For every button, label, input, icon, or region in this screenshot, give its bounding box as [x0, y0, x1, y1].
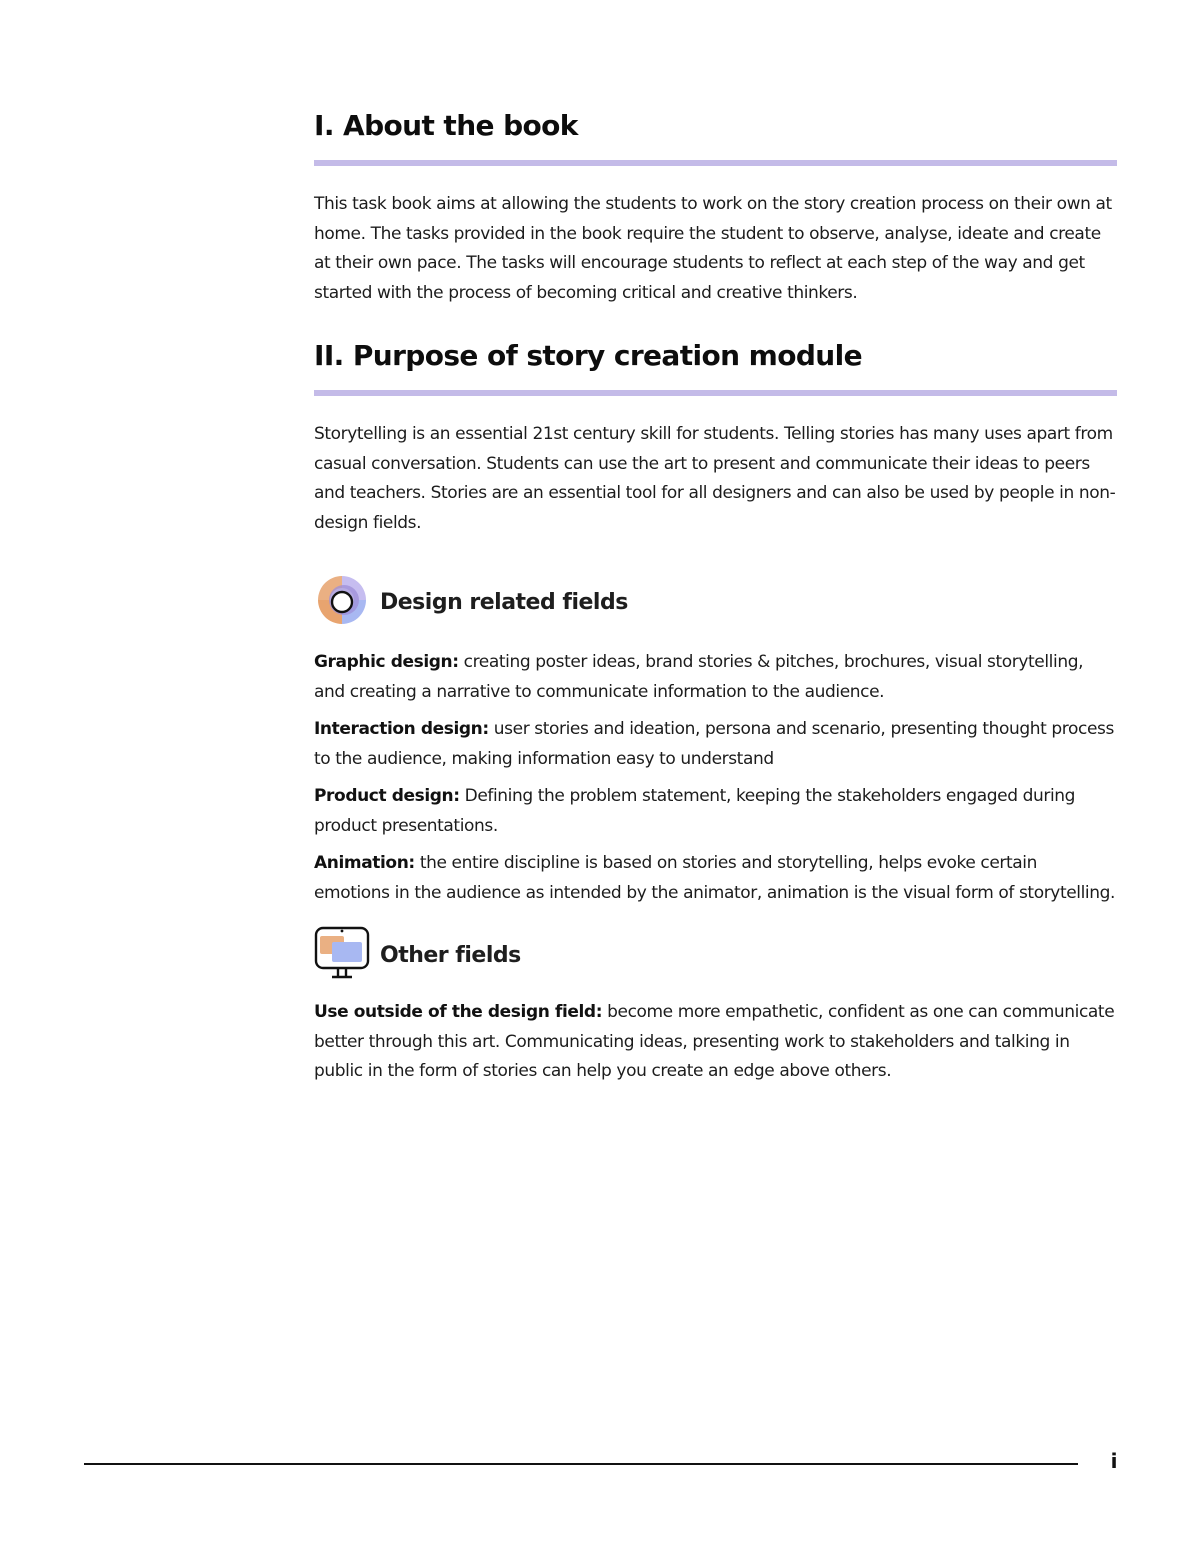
design-fields-heading	[314, 572, 1117, 632]
field-label: Product design:	[314, 786, 460, 806]
footer-divider	[84, 1463, 1078, 1465]
field-text: Defining the problem statement, keeping the stakeholders engaged during product presentations.	[314, 786, 1076, 836]
section-divider	[314, 390, 1117, 396]
field-item	[314, 715, 1117, 774]
field-text: creating poster ideas, brand stories & pitches, brochures, visual storytelling, and creating a narrative to communicate information to the audience.	[314, 652, 1084, 702]
about-paragraph: This task book aims at allowing the students to work on the story creation process on their own at home. The tasks provided in the book require the student to observe, analyse, ideate and create at their own pace. The tasks will encourage students to reflect at each step of the way and get started with the process of becoming critical and creative thinkers.	[314, 194, 1112, 303]
field-label: Use outside of the design field:	[314, 1002, 603, 1022]
page-number: i	[1110, 1449, 1118, 1473]
field-label: Interaction design:	[314, 719, 489, 739]
field-text: user stories and ideation, persona and scenario, presenting thought process to the audience, making information easy to understand	[314, 719, 1114, 769]
design-fields-title: Design related fields	[380, 589, 628, 615]
field-label: Animation:	[314, 853, 415, 873]
other-fields-heading	[314, 926, 1117, 984]
field-text: become more empathetic, confident as one can communicate better through this art. Communicating ideas, presenting work to stakeholders and talking in public in the form of stories can help you create an edge above others.	[314, 1002, 1115, 1081]
page-content	[314, 104, 1117, 1095]
section-about	[314, 104, 1117, 308]
field-item	[314, 648, 1117, 707]
monitor-icon	[314, 926, 370, 984]
other-fields-paragraph	[314, 998, 1117, 1087]
field-item	[314, 782, 1117, 841]
field-label: Graphic design:	[314, 652, 459, 672]
section-purpose	[314, 334, 1117, 538]
field-item	[314, 849, 1117, 908]
target-circle-icon	[314, 572, 370, 632]
section-title-about: I. About the book	[314, 109, 578, 142]
section-divider	[314, 160, 1117, 166]
design-fields-list	[314, 648, 1117, 908]
other-fields-title: Other fields	[380, 942, 521, 968]
purpose-paragraph: Storytelling is an essential 21st century skill for students. Telling stories has many uses apart from casual conversation. Students can use the art to present and communicate their ideas to peers and teachers. Stories are an essential tool for all designers and can also be used by people in non-design fields.	[314, 424, 1116, 533]
field-text: the entire discipline is based on stories and storytelling, helps evoke certain emotions in the audience as intended by the animator, animation is the visual form of storytelling.	[314, 853, 1116, 903]
section-title-purpose: II. Purpose of story creation module	[314, 339, 862, 372]
